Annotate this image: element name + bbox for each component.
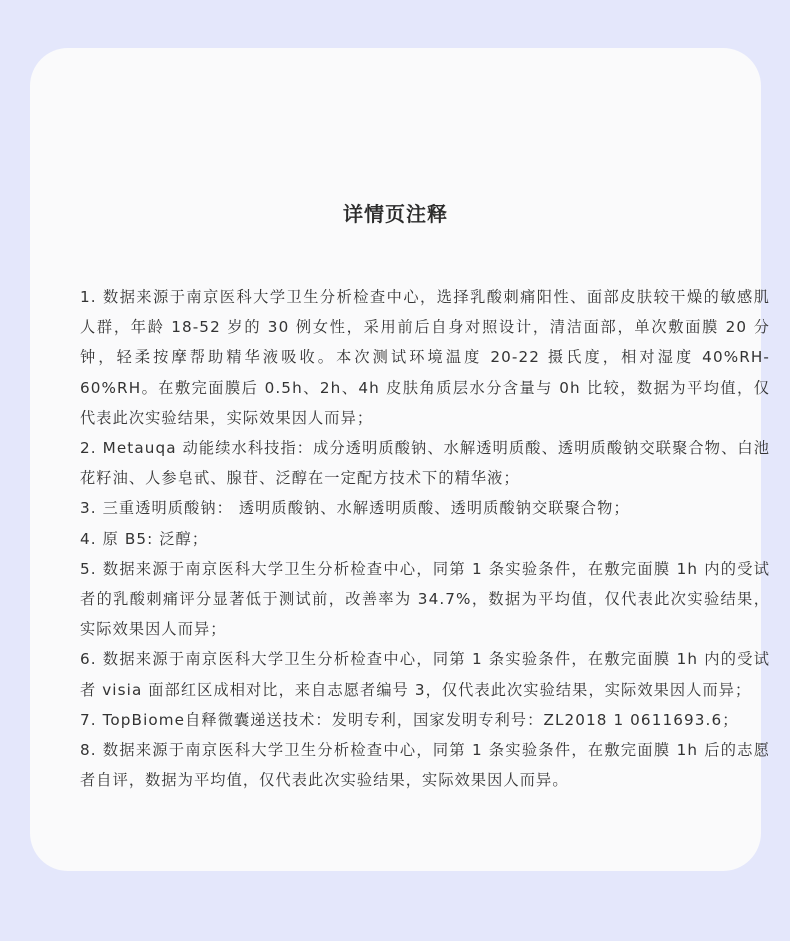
note-item-5: 5. 数据来源于南京医科大学卫生分析检查中心，同第 1 条实验条件，在敷完面膜 1h 内的受试者的乳酸刺痛评分显著低于测试前，改善率为 34.7%，数据为平均值，仅代表此次实验结果，实际效果因人而异；	[80, 559, 770, 639]
note-item-1: 1. 数据来源于南京医科大学卫生分析检查中心，选择乳酸刺痛阳性、面部皮肤较干燥的敏感肌人群，年龄 18-52 岁的 30 例女性，采用前后自身对照设计，清洁面部，单次敷面膜 20 分钟，轻柔按摩帮助精华液吸收。本次测试环境温度 20-22 摄氏度，相对湿度 40%RH-60%RH。在敷完面膜后 0.5h、2h、4h 皮肤角质层水分含量与 0h 比较，数据为平均值，仅代表此次实验结果，实际效果因人而异；	[80, 288, 770, 427]
note-item-2: 2. Metauqa 动能续水科技指：成分透明质酸钠、水解透明质酸、透明质酸钠交联聚合物、白池花籽油、人参皂甙、腺苷、泛醇在一定配方技术下的精华液；	[80, 439, 770, 488]
notes-card	[30, 48, 770, 871]
note-item-7: 7. TopBiome自释微囊递送技术：发明专利，国家发明专利号：ZL2018 1 0611693.6；	[80, 710, 739, 729]
notes-list	[80, 282, 770, 795]
note-item-8: 8. 数据来源于南京医科大学卫生分析检查中心，同第 1 条实验条件，在敷完面膜 1h 后的志愿者自评，数据为平均值，仅代表此次实验结果，实际效果因人而异。	[80, 741, 770, 790]
note-item-6: 6. 数据来源于南京医科大学卫生分析检查中心，同第 1 条实验条件，在敷完面膜 1h 内的受试者 visia 面部红区成相对比，来自志愿者编号 3，仅代表此次实验结果，实际效果因人而异；	[80, 650, 770, 699]
page-title: 详情页注释	[343, 202, 448, 226]
note-item-4: 4. 原 B5: 泛醇；	[80, 529, 209, 548]
note-item-3: 3. 三重透明质酸钠： 透明质酸钠、水解透明质酸、透明质酸钠交联聚合物；	[80, 499, 630, 518]
